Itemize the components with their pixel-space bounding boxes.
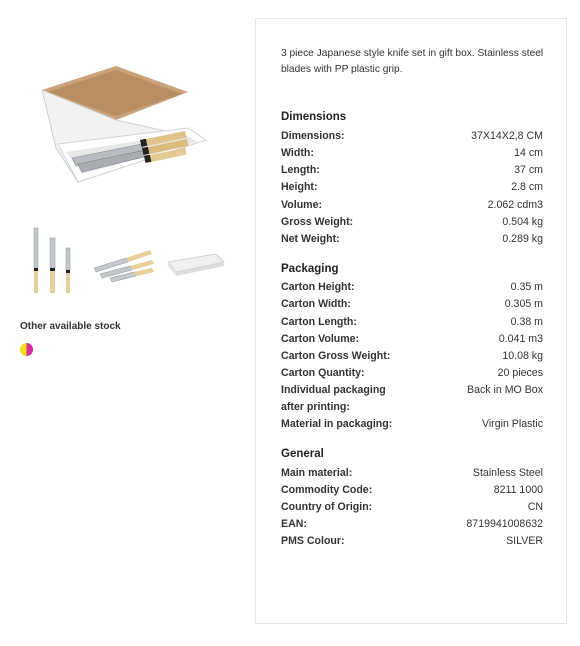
spec-row	[281, 331, 543, 348]
spec-key: Commodity Code:	[281, 484, 373, 496]
spec-value: 2.8 cm	[511, 181, 543, 193]
thumbnail-knives-standing[interactable]	[20, 224, 84, 296]
spec-key: Volume:	[281, 199, 323, 211]
spec-row	[281, 279, 543, 296]
spec-row	[281, 382, 543, 416]
section-title-general: General	[281, 448, 324, 460]
section-title-packaging: Packaging	[281, 263, 339, 275]
spec-row	[281, 128, 543, 145]
color-swatch-yellow-magenta[interactable]	[20, 343, 33, 356]
spec-key: Width:	[281, 147, 314, 159]
spec-key: Carton Quantity:	[281, 367, 365, 379]
product-info-panel	[255, 18, 567, 624]
spec-row	[281, 348, 543, 365]
spec-row	[281, 145, 543, 162]
spec-row	[281, 533, 543, 550]
spec-value: 8211 1000	[493, 484, 543, 496]
thumbnail-strip	[20, 224, 230, 296]
spec-row	[281, 197, 543, 214]
spec-key: Carton Length:	[281, 316, 357, 328]
spec-value: SILVER	[506, 535, 543, 547]
spec-value: 0.289 kg	[502, 233, 543, 245]
spec-value: 8719941008632	[466, 518, 543, 530]
spec-value: Virgin Plastic	[481, 418, 543, 430]
spec-value: 37X14X2,8 CM	[471, 130, 543, 142]
product-description: 3 piece Japanese style knife set in gift box. Stainless steel blades with PP plastic grip.	[281, 48, 544, 75]
thumbnail-knives-laid-flat[interactable]	[92, 224, 156, 296]
section-title-dimensions: Dimensions	[281, 111, 347, 123]
spec-row	[281, 162, 543, 179]
spec-value: Stainless Steel	[472, 467, 543, 479]
spec-row	[281, 231, 543, 248]
spec-key: Carton Volume:	[281, 333, 360, 345]
spec-key: Main material:	[281, 467, 353, 479]
spec-value: 0.38 m	[510, 316, 543, 328]
spec-key: Length:	[281, 164, 320, 176]
spec-row	[281, 296, 543, 313]
spec-key: Gross Weight:	[281, 216, 354, 228]
spec-key: Carton Gross Weight:	[281, 350, 391, 362]
spec-value: 20 pieces	[497, 367, 543, 379]
spec-key: EAN:	[281, 518, 307, 530]
spec-value: 0.35 m	[510, 281, 543, 293]
spec-key: PMS Colour:	[281, 535, 345, 547]
spec-key: Carton Width:	[281, 298, 351, 310]
spec-value: 37 cm	[514, 164, 543, 176]
spec-row	[281, 179, 543, 196]
spec-key: Dimensions:	[281, 130, 345, 142]
spec-key: Individual packaging after printing:	[281, 384, 386, 413]
spec-value: 0.504 kg	[502, 216, 543, 228]
spec-row	[281, 482, 543, 499]
spec-row	[281, 416, 543, 433]
spec-value: 0.305 m	[504, 298, 543, 310]
spec-key: Material in packaging:	[281, 418, 393, 430]
other-stock-label: Other available stock	[20, 321, 121, 332]
spec-value: 14 cm	[514, 147, 543, 159]
spec-value: 2.062 cdm3	[487, 199, 543, 211]
spec-row	[281, 314, 543, 331]
spec-row	[281, 365, 543, 382]
spec-value: Back in MO Box	[467, 384, 543, 396]
spec-row	[281, 516, 543, 533]
spec-key: Net Weight:	[281, 233, 340, 245]
spec-row	[281, 465, 543, 482]
spec-key: Carton Height:	[281, 281, 355, 293]
spec-row	[281, 214, 543, 231]
spec-value: CN	[527, 501, 543, 513]
main-product-image[interactable]	[38, 58, 214, 188]
spec-key: Country of Origin:	[281, 501, 373, 513]
spec-row	[281, 499, 543, 516]
spec-key: Height:	[281, 181, 318, 193]
thumbnail-closed-box[interactable]	[166, 224, 230, 296]
spec-value: 10.08 kg	[502, 350, 543, 362]
spec-value: 0.041 m3	[498, 333, 543, 345]
